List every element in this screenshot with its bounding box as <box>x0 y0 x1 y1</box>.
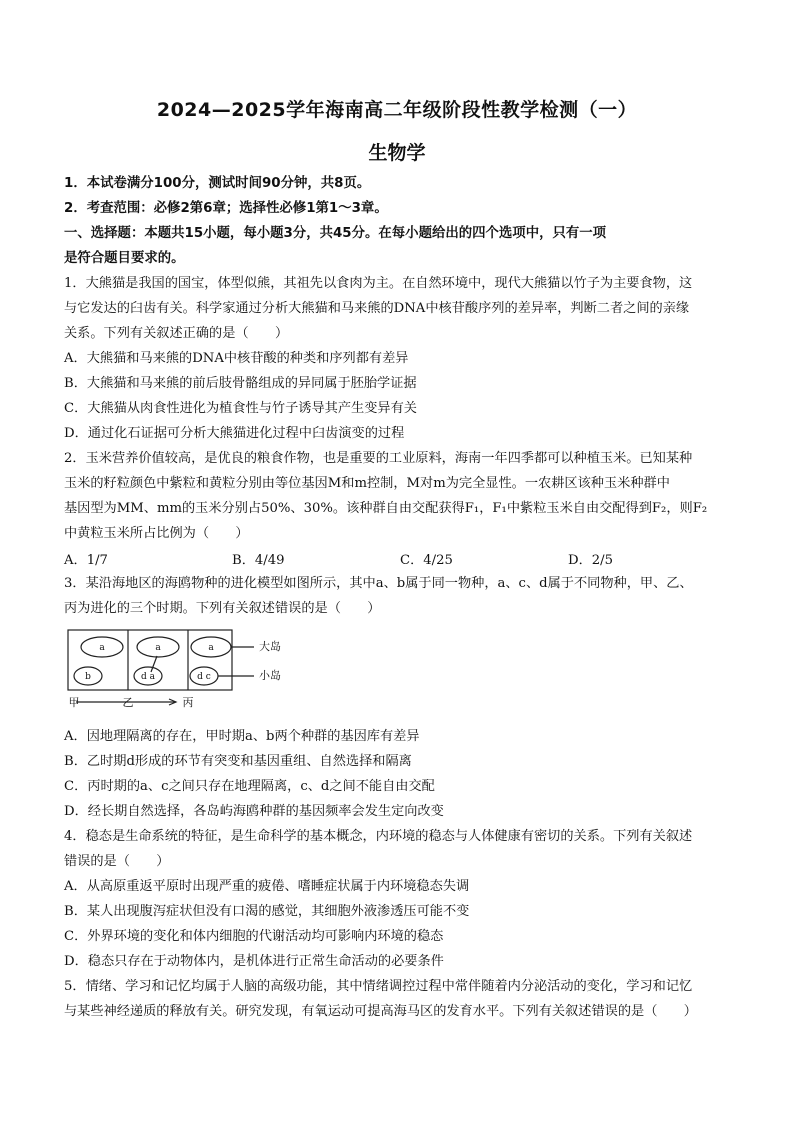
big-island-label: 大岛 <box>259 640 281 653</box>
q4-stem-line: 4．稳态是生命系统的特征，是生命科学的基本概念，内环境的稳态与人体健康有密切的关系。下列有关叙述 <box>64 829 693 844</box>
q2-stem-line: 玉米的籽粒颜色中紫粒和黄粒分别由等位基因M和m控制，M对m为完全显性。一农耕区该种玉米种群中 <box>64 476 670 491</box>
q2-stem-line: 中黄粒玉米所占比例为（ ） <box>64 526 249 541</box>
period-label: 甲 <box>68 696 80 709</box>
section-heading: 一、选择题：本题共15小题，每小题3分，共45分。在每小题给出的四个选项中，只有一项 <box>64 226 607 241</box>
q2-option-a: A．1/7 <box>64 553 108 568</box>
q1-stem-line: 关系。下列有关叙述正确的是（ ） <box>64 326 289 341</box>
page-title: 2024—2025学年海南高二年级阶段性教学检测（一） <box>156 99 638 121</box>
evolution-model-figure <box>64 628 314 710</box>
q4-option-b: B．某人出现腹泻症状但没有口渴的感觉，其细胞外液渗透压可能不变 <box>64 904 470 919</box>
figure-label: b <box>85 672 91 682</box>
q2-option-c: C．4/25 <box>400 553 453 568</box>
q3-option-d: D．经长期自然选择，各岛屿海鸥种群的基因频率会发生定向改变 <box>64 804 444 819</box>
note-1: 1．本试卷满分100分，测试时间90分钟，共8页。 <box>64 176 371 191</box>
subject-title: 生物学 <box>368 142 426 164</box>
q4-stem-line: 错误的是（ ） <box>64 854 170 869</box>
q4-option-a: A．从高原重返平原时出现严重的疲倦、嗜睡症状属于内环境稳态失调 <box>64 879 470 894</box>
q2-options <box>64 549 744 568</box>
q3-option-a: A．因地理隔离的存在，甲时期a、b两个种群的基因库有差异 <box>64 729 420 744</box>
note-2: 2．考查范围：必修2第6章；选择性必修1第1～3章。 <box>64 201 388 216</box>
q1-stem-line: 1．大熊猫是我国的国宝，体型似熊，其祖先以食肉为主。在自然环境中，现代大熊猫以竹子为主要食物，这 <box>64 276 693 291</box>
q1-stem-line: 与它发达的臼齿有关。科学家通过分析大熊猫和马来熊的DNA中核苷酸序列的差异率，判断二者之间的亲缘 <box>64 301 690 316</box>
q5-stem-line: 5．情绪、学习和记忆均属于人脑的高级功能，其中情绪调控过程中常伴随着内分泌活动的变化，学习和记忆 <box>64 979 693 994</box>
period-label: 乙 <box>122 696 134 709</box>
q2-stem-line: 2．玉米营养价值较高，是优良的粮食作物，也是重要的工业原料，海南一年四季都可以种植玉米。已知某种 <box>64 451 693 466</box>
section-heading-cont: 是符合题目要求的。 <box>64 251 185 266</box>
period-label: 丙 <box>182 696 194 709</box>
q4-option-c: C．外界环境的变化和体内细胞的代谢活动均可影响内环境的稳态 <box>64 929 444 944</box>
q3-stem-line: 丙为进化的三个时期。下列有关叙述错误的是（ ） <box>64 601 381 616</box>
q2-stem-line: 基因型为MM、mm的玉米分别占50%、30%。该种群自由交配获得F₁，F₁中紫粒玉米自由交配得到F₂，则F₂ <box>64 501 708 516</box>
figure-label: a <box>155 643 161 653</box>
q3-stem-line: 3．某沿海地区的海鸥物种的进化模型如图所示，其中a、b属于同一物种，a、c、d属于不同物种，甲、乙、 <box>64 576 693 591</box>
migration-arrow <box>151 656 157 672</box>
q3-option-c: C．丙时期的a、c之间只存在地理隔离，c、d之间不能自由交配 <box>64 779 435 794</box>
q2-option-b: B．4/49 <box>232 553 285 568</box>
figure-label: a <box>99 643 105 653</box>
figure-label: d c <box>197 672 211 682</box>
q4-option-d: D．稳态只存在于动物体内，是机体进行正常生命活动的必要条件 <box>64 954 444 969</box>
small-island-label: 小岛 <box>259 669 281 682</box>
figure-label: a <box>208 643 214 653</box>
q3-option-b: B．乙时期d形成的环节有突变和基因重组、自然选择和隔离 <box>64 754 412 769</box>
q1-option-c: C．大熊猫从肉食性进化为植食性与竹子诱导其产生变异有关 <box>64 401 417 416</box>
q1-option-a: A．大熊猫和马来熊的DNA中核苷酸的种类和序列都有差异 <box>64 351 409 366</box>
q5-stem-line: 与某些神经递质的释放有关。研究发现，有氧运动可提高海马区的发育水平。下列有关叙述错误的是（ ） <box>64 1004 697 1019</box>
q2-option-d: D．2/5 <box>568 553 613 568</box>
figure-label: d a <box>141 672 155 682</box>
q1-option-d: D．通过化石证据可分析大熊猫进化过程中臼齿演变的过程 <box>64 426 405 441</box>
q1-option-b: B．大熊猫和马来熊的前后肢骨骼组成的异同属于胚胎学证据 <box>64 376 417 391</box>
